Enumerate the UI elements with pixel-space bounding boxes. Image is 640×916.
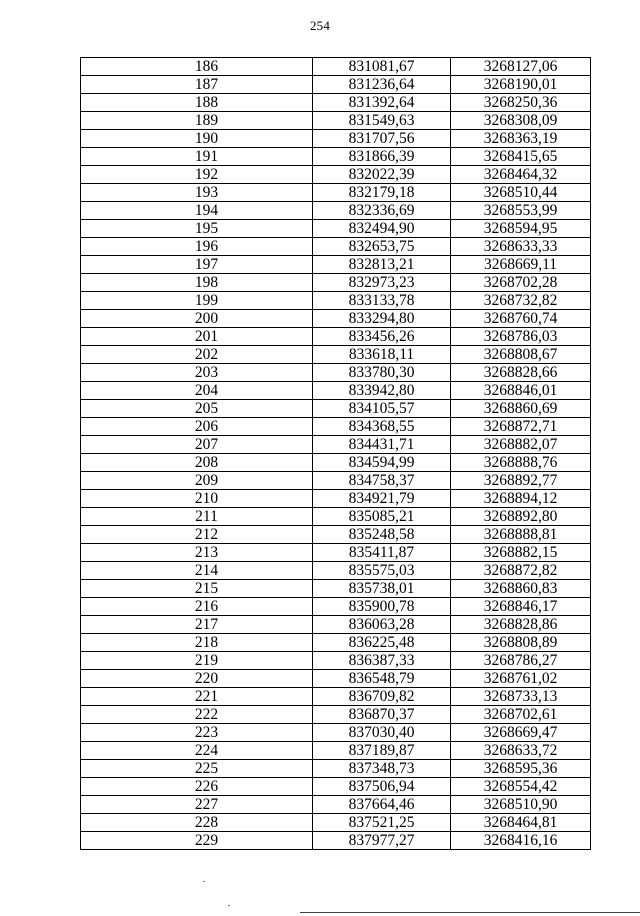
table-row [81,706,591,724]
y-coordinate-cell: 3268510,44 [451,184,591,202]
x-coordinate-cell: 833294,80 [313,310,451,328]
x-coordinate-cell: 832494,90 [313,220,451,238]
x-coordinate-cell: 837348,73 [313,760,451,778]
y-coordinate-cell: 3268888,81 [451,526,591,544]
point-number-cell: 225 [81,760,313,778]
y-coordinate-cell: 3268860,69 [451,400,591,418]
x-coordinate-cell: 835248,58 [313,526,451,544]
y-coordinate-cell: 3268250,36 [451,94,591,112]
point-number-cell: 211 [81,508,313,526]
x-coordinate-cell: 837030,40 [313,724,451,742]
point-number-cell: 218 [81,634,313,652]
table-row [81,670,591,688]
point-number-cell: 223 [81,724,313,742]
x-coordinate-cell: 832336,69 [313,202,451,220]
point-number-cell: 229 [81,832,313,850]
table-row [81,742,591,760]
point-number-cell: 214 [81,562,313,580]
point-number-cell: 206 [81,418,313,436]
y-coordinate-cell: 3268892,80 [451,508,591,526]
table-row [81,472,591,490]
point-number-cell: 200 [81,310,313,328]
point-number-cell: 189 [81,112,313,130]
table-row [81,346,591,364]
point-number-cell: 192 [81,166,313,184]
x-coordinate-cell: 833133,78 [313,292,451,310]
table-row [81,634,591,652]
x-coordinate-cell: 831392,64 [313,94,451,112]
point-number-cell: 201 [81,328,313,346]
table-row [81,778,591,796]
table-row [81,724,591,742]
y-coordinate-cell: 3268554,42 [451,778,591,796]
point-number-cell: 207 [81,436,313,454]
table-row [81,148,591,166]
x-coordinate-cell: 831236,64 [313,76,451,94]
table-row [81,58,591,76]
table-row [81,382,591,400]
point-number-cell: 224 [81,742,313,760]
y-coordinate-cell: 3268786,27 [451,652,591,670]
x-coordinate-cell: 837521,25 [313,814,451,832]
point-number-cell: 203 [81,364,313,382]
point-number-cell: 190 [81,130,313,148]
table-row [81,76,591,94]
table-row [81,814,591,832]
point-number-cell: 191 [81,148,313,166]
y-coordinate-cell: 3268510,90 [451,796,591,814]
table-row [81,544,591,562]
point-number-cell: 227 [81,796,313,814]
y-coordinate-cell: 3268892,77 [451,472,591,490]
point-number-cell: 226 [81,778,313,796]
x-coordinate-cell: 836063,28 [313,616,451,634]
y-coordinate-cell: 3268888,76 [451,454,591,472]
y-coordinate-cell: 3268669,47 [451,724,591,742]
table-row [81,436,591,454]
x-coordinate-cell: 834105,57 [313,400,451,418]
table-row [81,364,591,382]
table-row [81,598,591,616]
y-coordinate-cell: 3268882,07 [451,436,591,454]
table-row [81,616,591,634]
y-coordinate-cell: 3268415,65 [451,148,591,166]
point-number-cell: 210 [81,490,313,508]
y-coordinate-cell: 3268633,72 [451,742,591,760]
table-row [81,760,591,778]
table-row [81,526,591,544]
table-row [81,508,591,526]
y-coordinate-cell: 3268190,01 [451,76,591,94]
point-number-cell: 199 [81,292,313,310]
x-coordinate-cell: 831549,63 [313,112,451,130]
page-number: 254 [309,18,331,33]
x-coordinate-cell: 831707,56 [313,130,451,148]
x-coordinate-cell: 836870,37 [313,706,451,724]
point-number-cell: 221 [81,688,313,706]
x-coordinate-cell: 833618,11 [313,346,451,364]
point-number-cell: 215 [81,580,313,598]
y-coordinate-cell: 3268732,82 [451,292,591,310]
point-number-cell: 208 [81,454,313,472]
x-coordinate-cell: 832653,75 [313,238,451,256]
x-coordinate-cell: 833456,26 [313,328,451,346]
y-coordinate-cell: 3268872,71 [451,418,591,436]
table-row [81,256,591,274]
x-coordinate-cell: 837664,46 [313,796,451,814]
x-coordinate-cell: 835411,87 [313,544,451,562]
table-row [81,580,591,598]
table-row [81,688,591,706]
y-coordinate-cell: 3268808,89 [451,634,591,652]
y-coordinate-cell: 3268828,66 [451,364,591,382]
point-number-cell: 216 [81,598,313,616]
x-coordinate-cell: 836548,79 [313,670,451,688]
table-row [81,184,591,202]
y-coordinate-cell: 3268633,33 [451,238,591,256]
x-coordinate-cell: 835575,03 [313,562,451,580]
point-number-cell: 222 [81,706,313,724]
y-coordinate-cell: 3268416,16 [451,832,591,850]
x-coordinate-cell: 837189,87 [313,742,451,760]
x-coordinate-cell: 836225,48 [313,634,451,652]
table-row [81,490,591,508]
y-coordinate-cell: 3268733,13 [451,688,591,706]
point-number-cell: 187 [81,76,313,94]
point-number-cell: 197 [81,256,313,274]
y-coordinate-cell: 3268761,02 [451,670,591,688]
y-coordinate-cell: 3268882,15 [451,544,591,562]
x-coordinate-cell: 832179,18 [313,184,451,202]
y-coordinate-cell: 3268127,06 [451,58,591,76]
coordinates-table-body [81,58,591,850]
point-number-cell: 205 [81,400,313,418]
y-coordinate-cell: 3268595,36 [451,760,591,778]
table-row [81,400,591,418]
y-coordinate-cell: 3268786,03 [451,328,591,346]
point-number-cell: 188 [81,94,313,112]
table-row [81,328,591,346]
table-row [81,130,591,148]
x-coordinate-cell: 834758,37 [313,472,451,490]
point-number-cell: 209 [81,472,313,490]
x-coordinate-cell: 834368,55 [313,418,451,436]
y-coordinate-cell: 3268894,12 [451,490,591,508]
y-coordinate-cell: 3268872,82 [451,562,591,580]
table-row [81,238,591,256]
x-coordinate-cell: 833942,80 [313,382,451,400]
point-number-cell: 204 [81,382,313,400]
y-coordinate-cell: 3268702,28 [451,274,591,292]
table-row [81,796,591,814]
point-number-cell: 213 [81,544,313,562]
y-coordinate-cell: 3268464,81 [451,814,591,832]
point-number-cell: 196 [81,238,313,256]
x-coordinate-cell: 837977,27 [313,832,451,850]
point-number-cell: 202 [81,346,313,364]
y-coordinate-cell: 3268760,74 [451,310,591,328]
table-row [81,94,591,112]
table-row [81,562,591,580]
point-number-cell: 228 [81,814,313,832]
point-number-cell: 194 [81,202,313,220]
table-row [81,292,591,310]
y-coordinate-cell: 3268363,19 [451,130,591,148]
x-coordinate-cell: 835085,21 [313,508,451,526]
x-coordinate-cell: 836387,33 [313,652,451,670]
x-coordinate-cell: 834431,71 [313,436,451,454]
y-coordinate-cell: 3268594,95 [451,220,591,238]
point-number-cell: 193 [81,184,313,202]
x-coordinate-cell: 832973,23 [313,274,451,292]
x-coordinate-cell: 831866,39 [313,148,451,166]
scan-edge-line [300,912,640,913]
table-row [81,454,591,472]
table-row [81,166,591,184]
y-coordinate-cell: 3268308,09 [451,112,591,130]
point-number-cell: 198 [81,274,313,292]
y-coordinate-cell: 3268828,86 [451,616,591,634]
point-number-cell: 186 [81,58,313,76]
table-row [81,220,591,238]
y-coordinate-cell: 3268669,11 [451,256,591,274]
table-row [81,310,591,328]
table-row [81,652,591,670]
x-coordinate-cell: 833780,30 [313,364,451,382]
point-number-cell: 220 [81,670,313,688]
x-coordinate-cell: 831081,67 [313,58,451,76]
table-row [81,832,591,850]
y-coordinate-cell: 3268860,83 [451,580,591,598]
y-coordinate-cell: 3268702,61 [451,706,591,724]
table-row [81,418,591,436]
coordinates-table [80,57,591,850]
x-coordinate-cell: 837506,94 [313,778,451,796]
y-coordinate-cell: 3268846,01 [451,382,591,400]
table-row [81,202,591,220]
y-coordinate-cell: 3268808,67 [451,346,591,364]
point-number-cell: 219 [81,652,313,670]
y-coordinate-cell: 3268846,17 [451,598,591,616]
table-row [81,274,591,292]
scan-speck [203,881,205,882]
table-row [81,112,591,130]
point-number-cell: 217 [81,616,313,634]
x-coordinate-cell: 835738,01 [313,580,451,598]
x-coordinate-cell: 836709,82 [313,688,451,706]
x-coordinate-cell: 834921,79 [313,490,451,508]
point-number-cell: 212 [81,526,313,544]
scan-speck [228,905,230,906]
x-coordinate-cell: 835900,78 [313,598,451,616]
x-coordinate-cell: 832022,39 [313,166,451,184]
x-coordinate-cell: 834594,99 [313,454,451,472]
y-coordinate-cell: 3268553,99 [451,202,591,220]
y-coordinate-cell: 3268464,32 [451,166,591,184]
x-coordinate-cell: 832813,21 [313,256,451,274]
point-number-cell: 195 [81,220,313,238]
